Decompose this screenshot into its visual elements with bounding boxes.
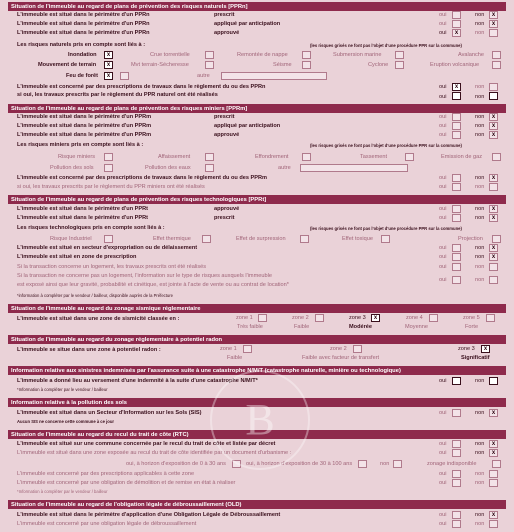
risk-autre-checkbox[interactable] <box>120 72 129 80</box>
non-label: non <box>475 175 485 181</box>
oui-label: oui <box>439 245 447 251</box>
rtc-l2-oui-checkbox[interactable] <box>452 449 461 457</box>
pprt-autre-non-checkbox[interactable] <box>489 276 498 284</box>
oui-label: oui <box>439 114 447 120</box>
sinistres-oui-checkbox[interactable] <box>452 377 461 385</box>
sismique-zone-3-checkbox[interactable]: x <box>371 314 380 322</box>
pprn-row-2-label: L'immeuble est situé dans le périmètre d'un PPRn <box>17 21 150 27</box>
risk-projection-label: Projection <box>458 236 483 242</box>
risk-affaissement-checkbox[interactable] <box>205 153 214 161</box>
risk-toxique-checkbox[interactable] <box>381 235 390 243</box>
pprm-row-1-oui-checkbox[interactable] <box>452 113 461 121</box>
risk-crue-label: Crue torrentielle <box>150 52 190 58</box>
pprt-row-1-label: L'immeuble est situé dans le périmètre d'un PPRt <box>17 206 149 212</box>
pprn-row-3-non-checkbox[interactable] <box>489 29 498 37</box>
risk-remontee-checkbox[interactable] <box>302 51 311 59</box>
rtc-l4: L'immeuble est concerné par une obligation de démolition et de remise en état à réaliser <box>17 480 236 486</box>
section-header-sismique: Situation de l'immeuble au regard du zonage sismique réglementaire <box>8 304 506 313</box>
oui-label: oui <box>439 254 447 260</box>
risk-minier-label: Risque miniers <box>58 154 95 160</box>
oui-label: oui <box>439 12 447 18</box>
sismique-zone-2-checkbox[interactable] <box>315 314 324 322</box>
oui-label: oui <box>439 21 447 27</box>
pprm-works-a-oui-checkbox[interactable] <box>452 174 461 182</box>
pprm-row-2-non-checkbox[interactable]: x <box>489 122 498 130</box>
risk-minier-checkbox[interactable] <box>104 153 113 161</box>
non-label: non <box>475 521 485 527</box>
section-header-pprn: Situation de l'immeuble au regard de plans de prévention des risques naturels [PPRn] <box>8 2 506 11</box>
risk-toxique-label: Effet toxique <box>342 236 373 242</box>
non-label: non <box>475 84 485 90</box>
pprn-row-3-status: approuvé <box>214 30 240 36</box>
rtc-l4-non-checkbox[interactable] <box>489 479 498 487</box>
pprt-autre-oui-checkbox[interactable] <box>452 276 461 284</box>
pprn-row-2-non-checkbox[interactable]: x <box>489 20 498 28</box>
risk-avalanche-checkbox[interactable] <box>492 51 501 59</box>
sis-note: Aucun SIS ne concerne cette commune à ce jour <box>17 419 115 424</box>
pprn-row-1-status: prescrit <box>214 12 235 18</box>
oui-label: oui <box>439 480 447 486</box>
pprm-works-a: L'immeuble est concerné par des prescriptions de travaux dans le règlement du ou des PPRm <box>17 175 268 181</box>
pprm-works-b-oui-checkbox[interactable] <box>452 183 461 191</box>
oui-label: oui <box>439 30 447 36</box>
section-header-pprt: Situation de l'immeuble au regard de plans de prévention des risques technologiques [PPRt] <box>8 195 506 204</box>
old-l1-oui-checkbox[interactable] <box>452 511 461 519</box>
oui-label: oui <box>439 410 447 416</box>
pprt-row-2-non-checkbox[interactable]: x <box>489 214 498 222</box>
pprt-row-1-status: approuvé <box>214 206 240 212</box>
risk-mvt-sech-checkbox[interactable] <box>205 61 214 69</box>
sismique-zone-3-name: Modérée <box>349 324 373 330</box>
pprt-row-2-status: prescrit <box>214 215 235 221</box>
sismique-zone-1-label: zone 1 <box>236 315 253 321</box>
radon-zone-3-checkbox[interactable]: x <box>481 345 490 353</box>
non-label: non <box>475 471 485 477</box>
risk-inondation-checkbox[interactable]: x <box>104 51 113 59</box>
sismique-zone-4-label: zone 4 <box>406 315 423 321</box>
non-label: non <box>475 94 485 100</box>
section-header-radon: Situation de l'immeuble au regard du zonage réglementaire à potentiel radon <box>8 335 506 344</box>
non-label: non <box>475 277 485 283</box>
old-l2-non-checkbox[interactable] <box>489 520 498 528</box>
old-l2: L'immeuble est concerné par une obligation légale de débroussaillement <box>17 521 197 527</box>
old-l1-non-checkbox[interactable]: x <box>489 511 498 519</box>
rtc-h30-label: oui, à horizon d'exposition de 0 à 30 ans <box>126 461 226 467</box>
pprm-row-3-non-checkbox[interactable]: x <box>489 131 498 139</box>
risk-effondrement-checkbox[interactable] <box>302 153 311 161</box>
pprt-row-1-oui-checkbox[interactable] <box>452 205 461 213</box>
non-label: non <box>475 21 485 27</box>
rtc-l3-oui-checkbox[interactable] <box>452 470 461 478</box>
risk-mouvement-checkbox[interactable]: x <box>104 61 113 69</box>
oui-label: oui <box>439 123 447 129</box>
non-label: non <box>475 123 485 129</box>
oui-label: oui <box>439 206 447 212</box>
sis-label: L'immeuble est situé dans un Secteur d'Information sur les Sols (SIS) <box>17 410 202 416</box>
radon-zone-2-checkbox[interactable] <box>353 345 362 353</box>
sismique-zone-5-name: Forte <box>465 324 479 330</box>
pprt-logement-oui-checkbox[interactable] <box>452 263 461 271</box>
section-header-old: Situation de l'immeuble au regard de l'obligation légale de débroussaillement (OLD) <box>8 500 506 509</box>
risk-seisme-label: Séisme <box>273 62 292 68</box>
risk-remontee-label: Remontée de nappe <box>237 52 288 58</box>
pprt-expro-non-checkbox[interactable]: x <box>489 244 498 252</box>
pprt-risks-intro: Les risques technologiques pris en compte sont liés à : <box>17 225 165 231</box>
pprn-risks-intro: Les risques naturels pris en compte sont liés à : <box>17 42 146 48</box>
pprm-works-b: si oui, les travaux prescrits par le règlement du PPR miniers ont été réalisés <box>17 184 205 190</box>
sinistres-label: L'immeuble a donné lieu au versement d'une indemnité à la suite d'une catastrophe N/M/T* <box>17 378 258 384</box>
sismique-zone-4-checkbox[interactable] <box>429 314 438 322</box>
radon-zone-1-name: Faible <box>227 355 243 361</box>
risk-autre-label: autre <box>197 73 210 79</box>
pprm-row-3-label: L'immeuble est situé dans le périmètre d'un PPRm <box>17 132 152 138</box>
risk-eaux-label: Pollution des eaux <box>145 165 191 171</box>
non-label: non <box>475 264 485 270</box>
non-label: non <box>475 215 485 221</box>
radon-zone-1-checkbox[interactable] <box>243 345 252 353</box>
sis-non-checkbox[interactable]: x <box>489 409 498 417</box>
rtc-zone-ind-label: zonage indisponible <box>427 461 477 467</box>
pprn-row-3-label: L'immeuble est situé dans le périmètre d'un PPRn <box>17 30 150 36</box>
risk-seisme-checkbox[interactable] <box>302 61 311 69</box>
rtc-zone-ind-checkbox[interactable] <box>492 460 501 468</box>
pprt-risks-note: (les risques grisés ne font pas l'objet d'une procédure PPR sur la commune) <box>310 226 462 231</box>
oui-label: oui <box>439 84 447 90</box>
risk-surpression-checkbox[interactable] <box>300 235 309 243</box>
pprm-risks-note: (les risques grisés ne font pas l'objet d'une procédure PPR sur la commune) <box>310 143 462 148</box>
risk-industriel-checkbox[interactable] <box>104 235 113 243</box>
pprt-row-2-oui-checkbox[interactable] <box>452 214 461 222</box>
oui-label: oui <box>439 277 447 283</box>
pprn-row-1-label: L'immeuble est situé dans le périmètre d'un PPRn <box>17 12 150 18</box>
risk-effondrement-label: Effondrement <box>255 154 289 160</box>
risk-sols-checkbox[interactable] <box>104 164 113 172</box>
radon-zone-2-name: Faible avec facteur de transfert <box>302 355 380 361</box>
sinistres-note: *Information à compléter par le vendeur / bailleur <box>17 387 108 392</box>
pprm-row-2-status: appliqué par anticipation <box>214 123 281 129</box>
pprn-works-b-non-checkbox[interactable] <box>489 92 498 100</box>
pprt-logement-label: Si la transaction concerne un logement, les travaux prescrits ont été réalisés <box>17 264 207 270</box>
risk-tassement-checkbox[interactable] <box>405 153 414 161</box>
old-l2-oui-checkbox[interactable] <box>452 520 461 528</box>
pprt-expro-label: L'immeuble est situé en secteur d'expropriation ou de délaissement <box>17 245 198 251</box>
pprn-works-a: L'immeuble est concerné par des prescriptions de travaux dans le règlement du ou des PPRn <box>17 84 266 90</box>
risk-thermique-label: Effet thermique <box>153 236 191 242</box>
non-label: non <box>475 184 485 190</box>
risk-surpression-label: Effet de surpression <box>236 236 286 242</box>
sismique-zone-4-name: Moyenne <box>405 324 429 330</box>
watermark-seal: B <box>210 370 310 470</box>
risk-crue-checkbox[interactable] <box>205 51 214 59</box>
non-label: non <box>475 512 485 518</box>
risk-gaz-checkbox[interactable] <box>492 153 501 161</box>
oui-label: oui <box>439 512 447 518</box>
risk-projection-checkbox[interactable] <box>492 235 501 243</box>
pprn-works-b-oui-checkbox[interactable] <box>452 92 461 100</box>
rtc-l3: L'immeuble est concerné par des prescriptions applicables à cette zone <box>17 471 195 477</box>
pprt-prescription-oui-checkbox[interactable] <box>452 253 461 261</box>
pprm-row-1-status: prescrit <box>214 114 235 120</box>
pprm-row-2-oui-checkbox[interactable] <box>452 122 461 130</box>
non-label: non <box>475 30 485 36</box>
risk-submersion-label: Submersion marine <box>333 52 382 58</box>
section-header-sinistres: Information relative aux sinistres indemnisés par l'assurance suite à une catastrophe N/M/T (catastrophe naturelle, minière ou technologique) <box>8 366 506 375</box>
risk-mouvement-label: Mouvement de terrain <box>38 62 97 68</box>
rtc-l1-oui-checkbox[interactable] <box>452 440 461 448</box>
radon-zone-1-label: zone 1 <box>220 346 237 352</box>
pprt-row-2-label: L'immeuble est situé dans le périmètre d'un PPRt <box>17 215 149 221</box>
sismique-zone-5-label: zone 5 <box>463 315 480 321</box>
pprt-expro-oui-checkbox[interactable] <box>452 244 461 252</box>
risk-sols-label: Pollution des sols <box>50 165 94 171</box>
non-label: non <box>475 480 485 486</box>
rtc-non-label: non <box>380 461 390 467</box>
section-header-pollution: Information relative à la pollution des sols <box>8 398 506 407</box>
section-header-rtc: Situation de l'immeuble au regard du recul du trait de côte (RTC) <box>8 430 506 439</box>
risk-eruption-checkbox[interactable] <box>492 61 501 69</box>
oui-label: oui <box>439 450 447 456</box>
pprn-row-2-oui-checkbox[interactable] <box>452 20 461 28</box>
oui-label: oui <box>439 215 447 221</box>
pprm-row-3-status: approuvé <box>214 132 240 138</box>
non-label: non <box>475 254 485 260</box>
risk-cyclone-checkbox[interactable] <box>395 61 404 69</box>
radon-zone-3-name: Significatif <box>461 355 490 361</box>
risk-feu-checkbox[interactable]: x <box>104 72 113 80</box>
sismique-zone-5-checkbox[interactable] <box>486 314 495 322</box>
risk-inondation-label: Inondation <box>68 52 97 58</box>
pprn-row-1-oui-checkbox[interactable] <box>452 11 461 19</box>
oui-label: oui <box>439 441 447 447</box>
pprm-works-b-non-checkbox[interactable] <box>489 183 498 191</box>
sismique-zone-2-label: zone 2 <box>292 315 309 321</box>
risk-thermique-checkbox[interactable] <box>202 235 211 243</box>
non-label: non <box>475 12 485 18</box>
pprn-works-a-oui-checkbox[interactable]: x <box>452 83 461 91</box>
non-label: non <box>475 441 485 447</box>
non-label: non <box>475 132 485 138</box>
pprt-autre-line-2: est exposé ainsi que leur gravité, probabilité et cinétique, est jointe à l'acte de vente ou au contrat de location* <box>17 282 289 288</box>
risk-avalanche-label: Avalanche <box>458 52 485 58</box>
risk-gaz-label: Emission de gaz <box>441 154 483 160</box>
pprt-logement-non-checkbox[interactable] <box>489 263 498 271</box>
oui-label: oui <box>439 94 447 100</box>
oui-label: oui <box>439 471 447 477</box>
section-header-pprm: Situation de l'immeuble au regard de plans de prévention des risques miniers [PPRm] <box>8 104 506 113</box>
oui-label: oui <box>439 378 447 384</box>
pprm-row-2-label: L'immeuble est situé dans le périmètre d'un PPRm <box>17 123 152 129</box>
risk-affaissement-label: Affaissement <box>158 154 191 160</box>
non-label: non <box>475 114 485 120</box>
oui-label: oui <box>439 264 447 270</box>
risk-feu-label: Feu de forêt <box>66 73 99 79</box>
pprm-row-1-non-checkbox[interactable]: x <box>489 113 498 121</box>
risk-cyclone-label: Cyclone <box>368 62 389 68</box>
sismique-zone-1-name: Très faible <box>237 324 263 330</box>
risk-eaux-checkbox[interactable] <box>205 164 214 172</box>
risk-eruption-label: Eruption volcanique <box>430 62 480 68</box>
pprm-row-1-label: L'immeuble est situé dans le périmètre d'un PPRm <box>17 114 152 120</box>
pprn-row-1-non-checkbox[interactable]: x <box>489 11 498 19</box>
risk-autre-field[interactable] <box>221 72 327 80</box>
pprt-prescription-non-checkbox[interactable]: x <box>489 253 498 261</box>
risk-autre-m-label: autre <box>278 165 291 171</box>
rtc-l3-non-checkbox[interactable] <box>489 470 498 478</box>
pprn-works-a-non-checkbox[interactable] <box>489 83 498 91</box>
rtc-l4-oui-checkbox[interactable] <box>452 479 461 487</box>
pprt-autre-line-1: Si la transaction ne concerne pas un logement, l'information sur le type de risques auxquels l'immeuble <box>17 273 272 279</box>
sis-oui-checkbox[interactable] <box>452 409 461 417</box>
risk-mvt-sech-label: Mvt terrain-Sécheresse <box>131 62 189 68</box>
pprn-row-3-oui-checkbox[interactable]: x <box>452 29 461 37</box>
rtc-l1: L'immeuble est situé sur une commune concernée par le recul du trait de côte et listée par décret <box>17 441 276 447</box>
non-label: non <box>475 410 485 416</box>
oui-label: oui <box>439 132 447 138</box>
non-label: non <box>475 378 485 384</box>
pprm-risks-intro: Les risques miniers pris en compte sont liés à : <box>17 142 144 148</box>
non-label: non <box>475 450 485 456</box>
radon-zone-2-label: zone 2 <box>330 346 347 352</box>
pprt-footnote: *information à compléter par le vendeur / bailleur, disponible auprès de la Préfecture <box>17 293 173 298</box>
rtc-l2: L'immeuble est situé dans une zone exposée au recul du trait de côte identifiée par un document d'urbanisme : <box>17 450 292 456</box>
oui-label: oui <box>439 175 447 181</box>
risk-industriel-label: Risque Industriel <box>50 236 92 242</box>
old-l1: L'immeuble est situé dans le périmètre d'application d'une Obligation Légale de Débroussaillement <box>17 512 281 518</box>
oui-label: oui <box>439 184 447 190</box>
sismique-label: L'immeuble est situé dans une zone de sismicité classée en : <box>17 316 180 322</box>
pprn-row-2-status: appliqué par anticipation <box>214 21 281 27</box>
risk-submersion-checkbox[interactable] <box>395 51 404 59</box>
sismique-zone-3-label: zone 3 <box>349 315 366 321</box>
sismique-zone-2-name: Faible <box>294 324 310 330</box>
rtc-l2-non-checkbox[interactable]: x <box>489 449 498 457</box>
radon-label: L'immeuble se situe dans une zone à potentiel radon : <box>17 347 161 353</box>
sismique-zone-1-checkbox[interactable] <box>258 314 267 322</box>
pprt-row-1-non-checkbox[interactable]: x <box>489 205 498 213</box>
rtc-h100-checkbox[interactable] <box>358 460 367 468</box>
pprn-works-b: si oui, les travaux prescrits par le règlement du PPR naturel ont été réalisés <box>17 92 218 98</box>
rtc-l1-non-checkbox[interactable]: x <box>489 440 498 448</box>
sinistres-non-checkbox[interactable] <box>489 377 498 385</box>
rtc-non-checkbox[interactable] <box>393 460 402 468</box>
radon-zone-3-label: zone 3 <box>458 346 475 352</box>
pprm-row-3-oui-checkbox[interactable] <box>452 131 461 139</box>
non-label: non <box>475 206 485 212</box>
pprm-works-a-non-checkbox[interactable]: x <box>489 174 498 182</box>
pprt-prescription-label: L'immeuble est situé en zone de prescription <box>17 254 137 260</box>
oui-label: oui <box>439 521 447 527</box>
non-label: non <box>475 245 485 251</box>
rtc-note: *Information à compléter par le vendeur / bailleur <box>17 489 108 494</box>
rtc-h100-label: oui, à horizon d'exposition de 30 à 100 ans <box>246 461 353 467</box>
risk-autre-m-field[interactable] <box>300 164 408 172</box>
risk-tassement-label: Tassement <box>360 154 388 160</box>
pprn-risks-note: (les risques grisés ne font pas l'objet d'une procédure PPR sur la commune) <box>310 43 462 48</box>
